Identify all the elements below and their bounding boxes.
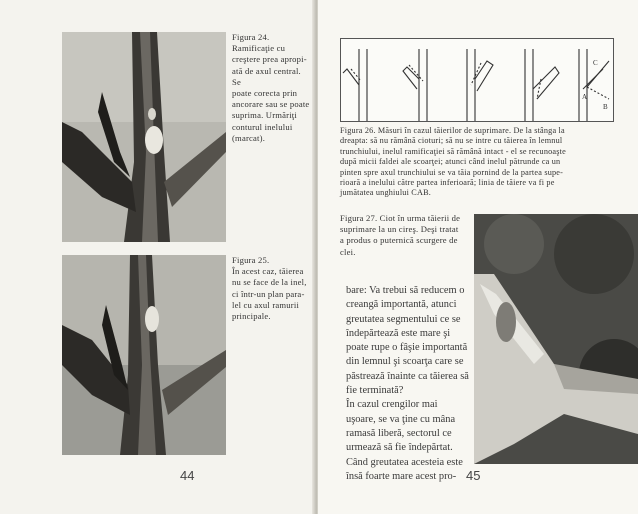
figure-27-caption: Figura 27. Ciot în urma tăierii de suprimare la un cireş. Deşi tratat a produs o puternică scurgere de clei.	[340, 213, 461, 257]
page-number-right: 45	[466, 468, 481, 483]
figure-24-photo	[62, 32, 226, 242]
figure-26-caption: Figura 26. Măsuri în cazul tăierilor de suprimare. De la stânga la dreapta: să nu rămână cioturi; să nu se intre cu tăierea în lemnul trunchiului, inelul ramificaţiei să rămână intact - el se recunoaşte după micii faldei ale scoarţei; atunci când inelul pătrunde ca un pinten spre axul trunchiului se va tăia pornind de la partea supe- rioară a inelului către partea inferioară; linia de tăiere va fi pe jumătatea unghiului CAB.	[340, 126, 566, 198]
tree-branch-image	[62, 32, 226, 242]
figure-25-caption: Figura 25. În acest caz, tăierea nu se face de la inel, ci într-un plan para- lel cu axul ramurii principale.	[232, 255, 307, 322]
page-number-left: 44	[180, 468, 195, 483]
figure-26-diagram	[340, 38, 614, 122]
label-c: C	[593, 59, 598, 67]
label-a: A	[582, 93, 588, 101]
body-paragraph: bare: Va trebui să reducem o creangă importantă, atunci greutatea segmentului ce se îndepărtează este mare şi poate rupe o fâşie importantă din lemnul şi scoarţa care se păstrează înainte ca tăierea să fie terminată? În cazul crengilor mai uşoare, se va ţine cu mâna ramasă liberă, sectorul ce urmează să fie îndepărtat. Când greutatea acesteia este însă foarte mare acest pro-	[346, 285, 469, 482]
label-b: B	[603, 103, 608, 111]
right-page	[318, 0, 638, 514]
tree-trunk-image	[62, 255, 226, 455]
pruning-cuts-diagram	[341, 39, 613, 121]
left-page	[0, 0, 316, 514]
figure-25-photo	[62, 255, 226, 455]
cherry-branch-image	[474, 214, 638, 464]
figure-27-photo	[474, 214, 638, 464]
figure-24-caption: Figura 24. Ramificaţie cu creştere prea apropi- ată de axul central. Se poate corecta prin ancorare sau se poate suprima. Urmăriţi conturul inelului (marcat).	[232, 32, 310, 143]
